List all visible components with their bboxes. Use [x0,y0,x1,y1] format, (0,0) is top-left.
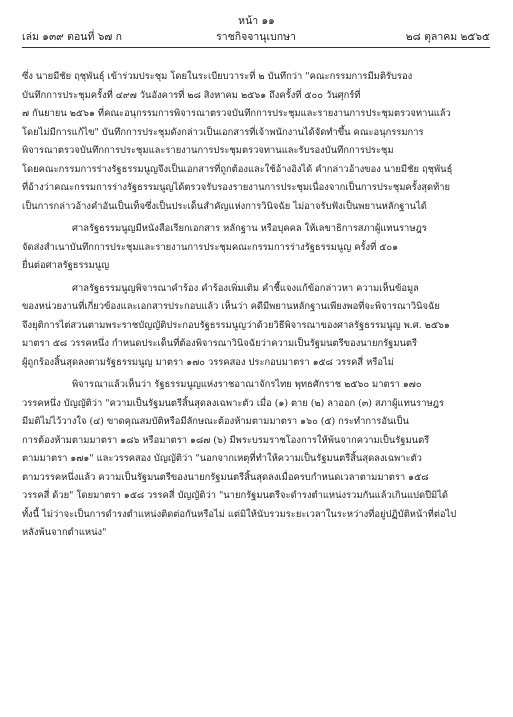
publication-name: ราชกิจจานุเบกษา [216,31,296,43]
text-line: โดยคณะกรรมการร่างรัฐธรรมนูญจึงเป็นเอกสารที่ถูกต้องและใช้อ้างอิงได้ คำกล่าวอ้างของ นายมีชัย ฤชุพันธุ์ [22,163,453,175]
text-line: ศาลรัฐธรรมนูญพิจารณาคำร้อง คำร้องเพิ่มเติม คำชี้แจงแก้ข้อกล่าวหา ความเห็นข้อมูล [72,282,419,294]
text-line: โดยไม่มีการแก้ไข" บันทึกการประชุมดังกล่าวเป็นเอกสารที่เจ้าพนักงานได้จัดทำขึ้น คณะอนุกรรมการ [22,126,424,138]
text-line: ยื่นต่อศาลรัฐธรรมนูญ [22,260,110,271]
text-line: ที่อ้างว่าคณะกรรมการร่างรัฐธรรมนูญได้ตรวจรับรองรายงานการประชุมเนื่องจากเป็นการประชุมครั้งสุดท้าย [22,182,451,193]
text-line: ของหน่วยงานที่เกี่ยวข้องและเอกสารประกอบแล้ว เห็นว่า คดีมีพยานหลักฐานเพียงพอที่จะพิจารณาวินิจฉัย [22,301,440,312]
publication-date: ๒๘ ตุลาคม ๒๕๖๕ [405,31,490,43]
page-header [22,28,490,44]
text-line: มีมติไม่ไว้วางใจ (๔) ขาดคุณสมบัติหรือมีลักษณะต้องห้ามตามมาตรา ๑๖๐ (๕) กระทำการอันเป็น [22,416,409,427]
text-line: เป็นการกล่าวอ้างคำอันเป็นเท็จซึ่งเป็นประเด็นสำคัญแห่งการวินิจฉัย ไม่อาจรับฟังเป็นพยานหลักฐานได้ [22,200,427,212]
paragraph [22,220,490,276]
text-line: ศาลรัฐธรรมนูญมีหนังสือเรียกเอกสาร หลักฐาน หรือบุคคล ให้เลขาธิการสภาผู้แทนราษฎร [72,223,427,234]
text-line: จัดส่งสำเนาบันทึกการประชุมและรายงานการประชุมคณะกรรมการร่างรัฐธรรมนูญ ครั้งที่ ๕๐๑ [22,241,399,253]
paragraph [22,376,490,543]
paragraph [22,68,490,216]
text-line: ผู้ถูกร้องสิ้นสุดลงตามรัฐธรรมนูญ มาตรา ๑๗๐ วรรคสอง ประกอบมาตรา ๑๕๘ วรรคสี่ หรือไม่ [22,356,394,368]
page-number: หน้า ๑๑ [238,15,275,27]
text-line: มาตรา ๕๘ วรรคหนึ่ง กำหนดประเด็นที่ต้องพิจารณาวินิจฉัยว่าความเป็นรัฐมนตรีของนายกรัฐมนตรี [22,338,418,349]
document-body [22,68,490,547]
text-line: ตามมาตรา ๑๗๑" และวรรคสอง บัญญัติว่า "นอกจากเหตุที่ทำให้ความเป็นรัฐมนตรีสิ้นสุดลงเฉพาะตัว [22,453,422,464]
text-line: ๗ กันยายน ๒๕๖๑ ที่คณะอนุกรรมการพิจารณาตรวจบันทึกการประชุมและรายงานการประชุมตรวจทานแล้ว [22,108,451,119]
header-divider [22,47,490,48]
text-line: บันทึกการประชุมครั้งที่ ๔๙๗ วันอังคารที่ ๒๘ สิงหาคม ๒๕๖๑ ถึงครั้งที่ ๕๐๐ วันศุกร์ที่ [22,89,361,101]
text-line: หลังพ้นจากตำแหน่ง" [22,527,107,538]
text-line: วรรคสี่ ด้วย" โดยมาตรา ๑๕๘ วรรคสี่ บัญญัติว่า "นายกรัฐมนตรีจะดำรงตำแหน่งรวมกันแล้วเกินแปดปีมิได้ [22,490,449,501]
text-line: ตามวรรคหนึ่งแล้ว ความเป็นรัฐมนตรีของนายกรัฐมนตรีสิ้นสุดลงเมื่อครบกำหนดเวลาตามมาตรา ๑๕๘ [22,471,429,483]
text-line: พิจารณาแล้วเห็นว่า รัฐธรรมนูญแห่งราชอาณาจักรไทย พุทธศักราช ๒๕๖๐ มาตรา ๑๗๐ [72,379,422,390]
text-line: พิจารณาตรวจบันทึกการประชุมและรายงานการประชุมตรวจทานและรับรองบันทึกการประชุม [22,145,394,156]
text-line: จึงยุติการไต่สวนตามพระราชบัญญัติประกอบรัฐธรรมนูญว่าด้วยวิธีพิจารณาของศาลรัฐธรรมนูญ พ.ศ. ๒๕๖๑ [22,319,450,331]
paragraph [22,280,490,373]
text-line: วรรคหนึ่ง บัญญัติว่า "ความเป็นรัฐมนตรีสิ้นสุดลงเฉพาะตัว เมื่อ (๑) ตาย (๒) ลาออก (๓) สภาผู้แทนราษฎร [22,397,444,409]
text-line: ทั้งนี้ ไม่ว่าจะเป็นการดำรงตำแหน่งติดต่อกันหรือไม่ แต่มิให้นับรวมระยะเวลาในระหว่างที่อยู่ปฏิบัติหน้าที่ต่อไป [22,508,457,520]
text-line: การต้องห้ามตามมาตรา ๑๘๖ หรือมาตรา ๑๘๗ (๖) มีพระบรมราชโองการให้พ้นจากความเป็นรัฐมนตรี [22,434,430,446]
text-line: ซึ่ง นายมีชัย ฤชุพันธุ์ เข้าร่วมประชุม โดยในระเบียบวาระที่ ๒ บันทึกว่า "คณะกรรมการมีมติรับรอง [22,71,413,82]
volume-issue: เล่ม ๑๓๙ ตอนที่ ๖๗ ก [22,31,122,43]
